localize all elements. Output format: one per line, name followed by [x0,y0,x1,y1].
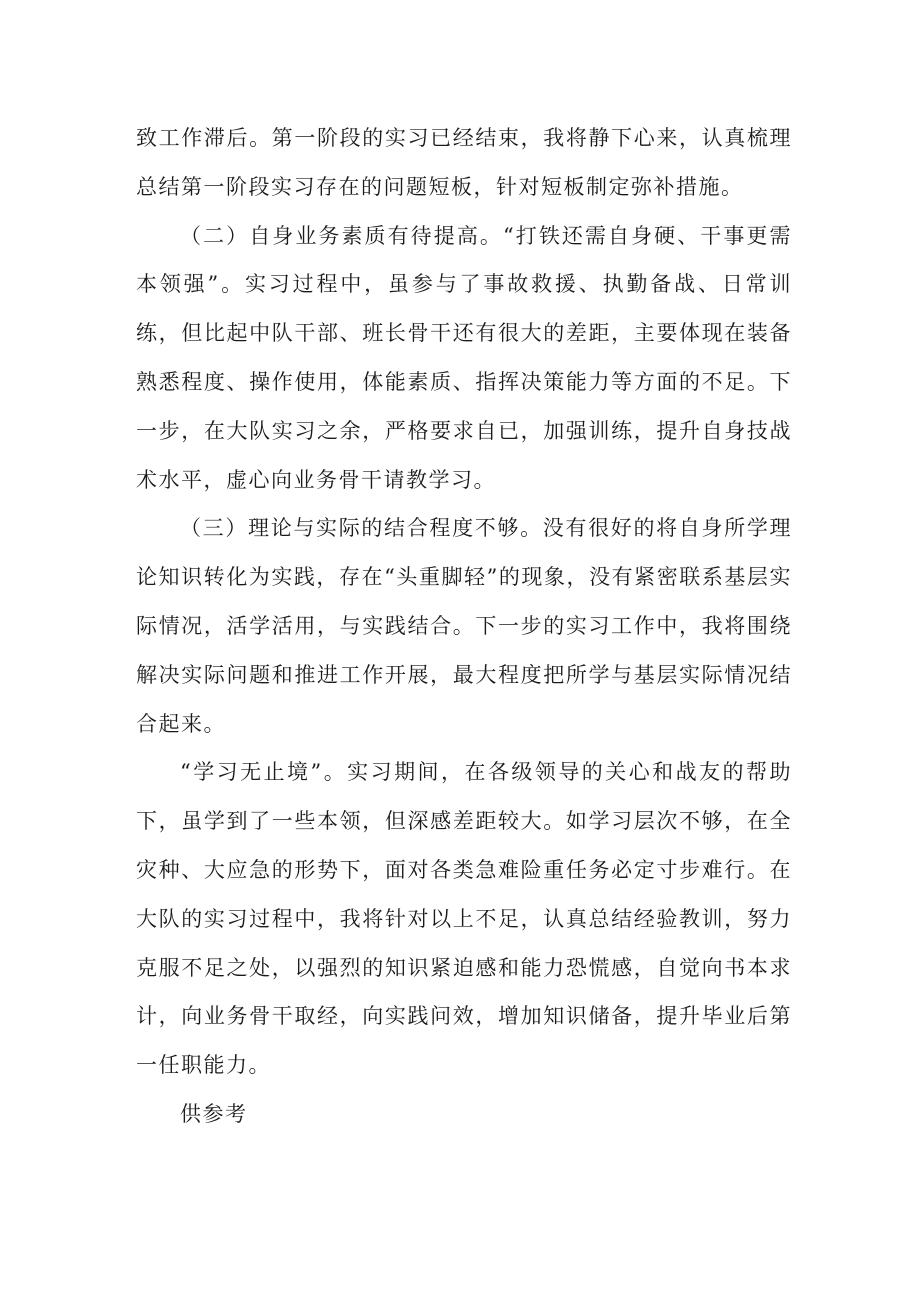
document-body [136,114,792,1139]
paragraph-section-three: （三）理论与实际的结合程度不够。没有很好的将自身所学理论知识转化为实践，存在“头重脚轻”的现象，没有紧密联系基层实际情况，活学活用，与实践结合。下一步的实习工作中，我将围绕解决实际问题和推进工作开展，最大程度把所学与基层实际情况结合起来。 [136,516,792,736]
paragraph-continuation: 致工作滞后。第一阶段的实习已经结束，我将静下心来，认真梳理总结第一阶段实习存在的问题短板，针对短板制定弥补措施。 [136,126,792,199]
closing-note: 供参考 [180,1101,248,1126]
paragraph-conclusion: “学习无止境”。实习期间，在各级领导的关心和战友的帮助下，虽学到了一些本领，但深感差距较大。如学习层次不够，在全灾种、大应急的形势下，面对各类急难险重任务必定寸步难行。在大队的实习过程中，我将针对以上不足，认真总结经验教训，努力克服不足之处，以强烈的知识紧迫感和能力恐慌感，自觉向书本求计，向业务骨干取经，向实践问效，增加知识储备，提升毕业后第一任职能力。 [136,760,792,1078]
paragraph-section-two: （二）自身业务素质有待提高。“打铁还需自身硬、干事更需本领强”。实习过程中，虽参与了事故救援、执勤备战、日常训练，但比起中队干部、班长骨干还有很大的差距，主要体现在装备熟悉程度、操作使用，体能素质、指挥决策能力等方面的不足。下一步，在大队实习之余，严格要求自已，加强训练，提升自身技战术水平，虚心向业务骨干请教学习。 [136,223,792,492]
